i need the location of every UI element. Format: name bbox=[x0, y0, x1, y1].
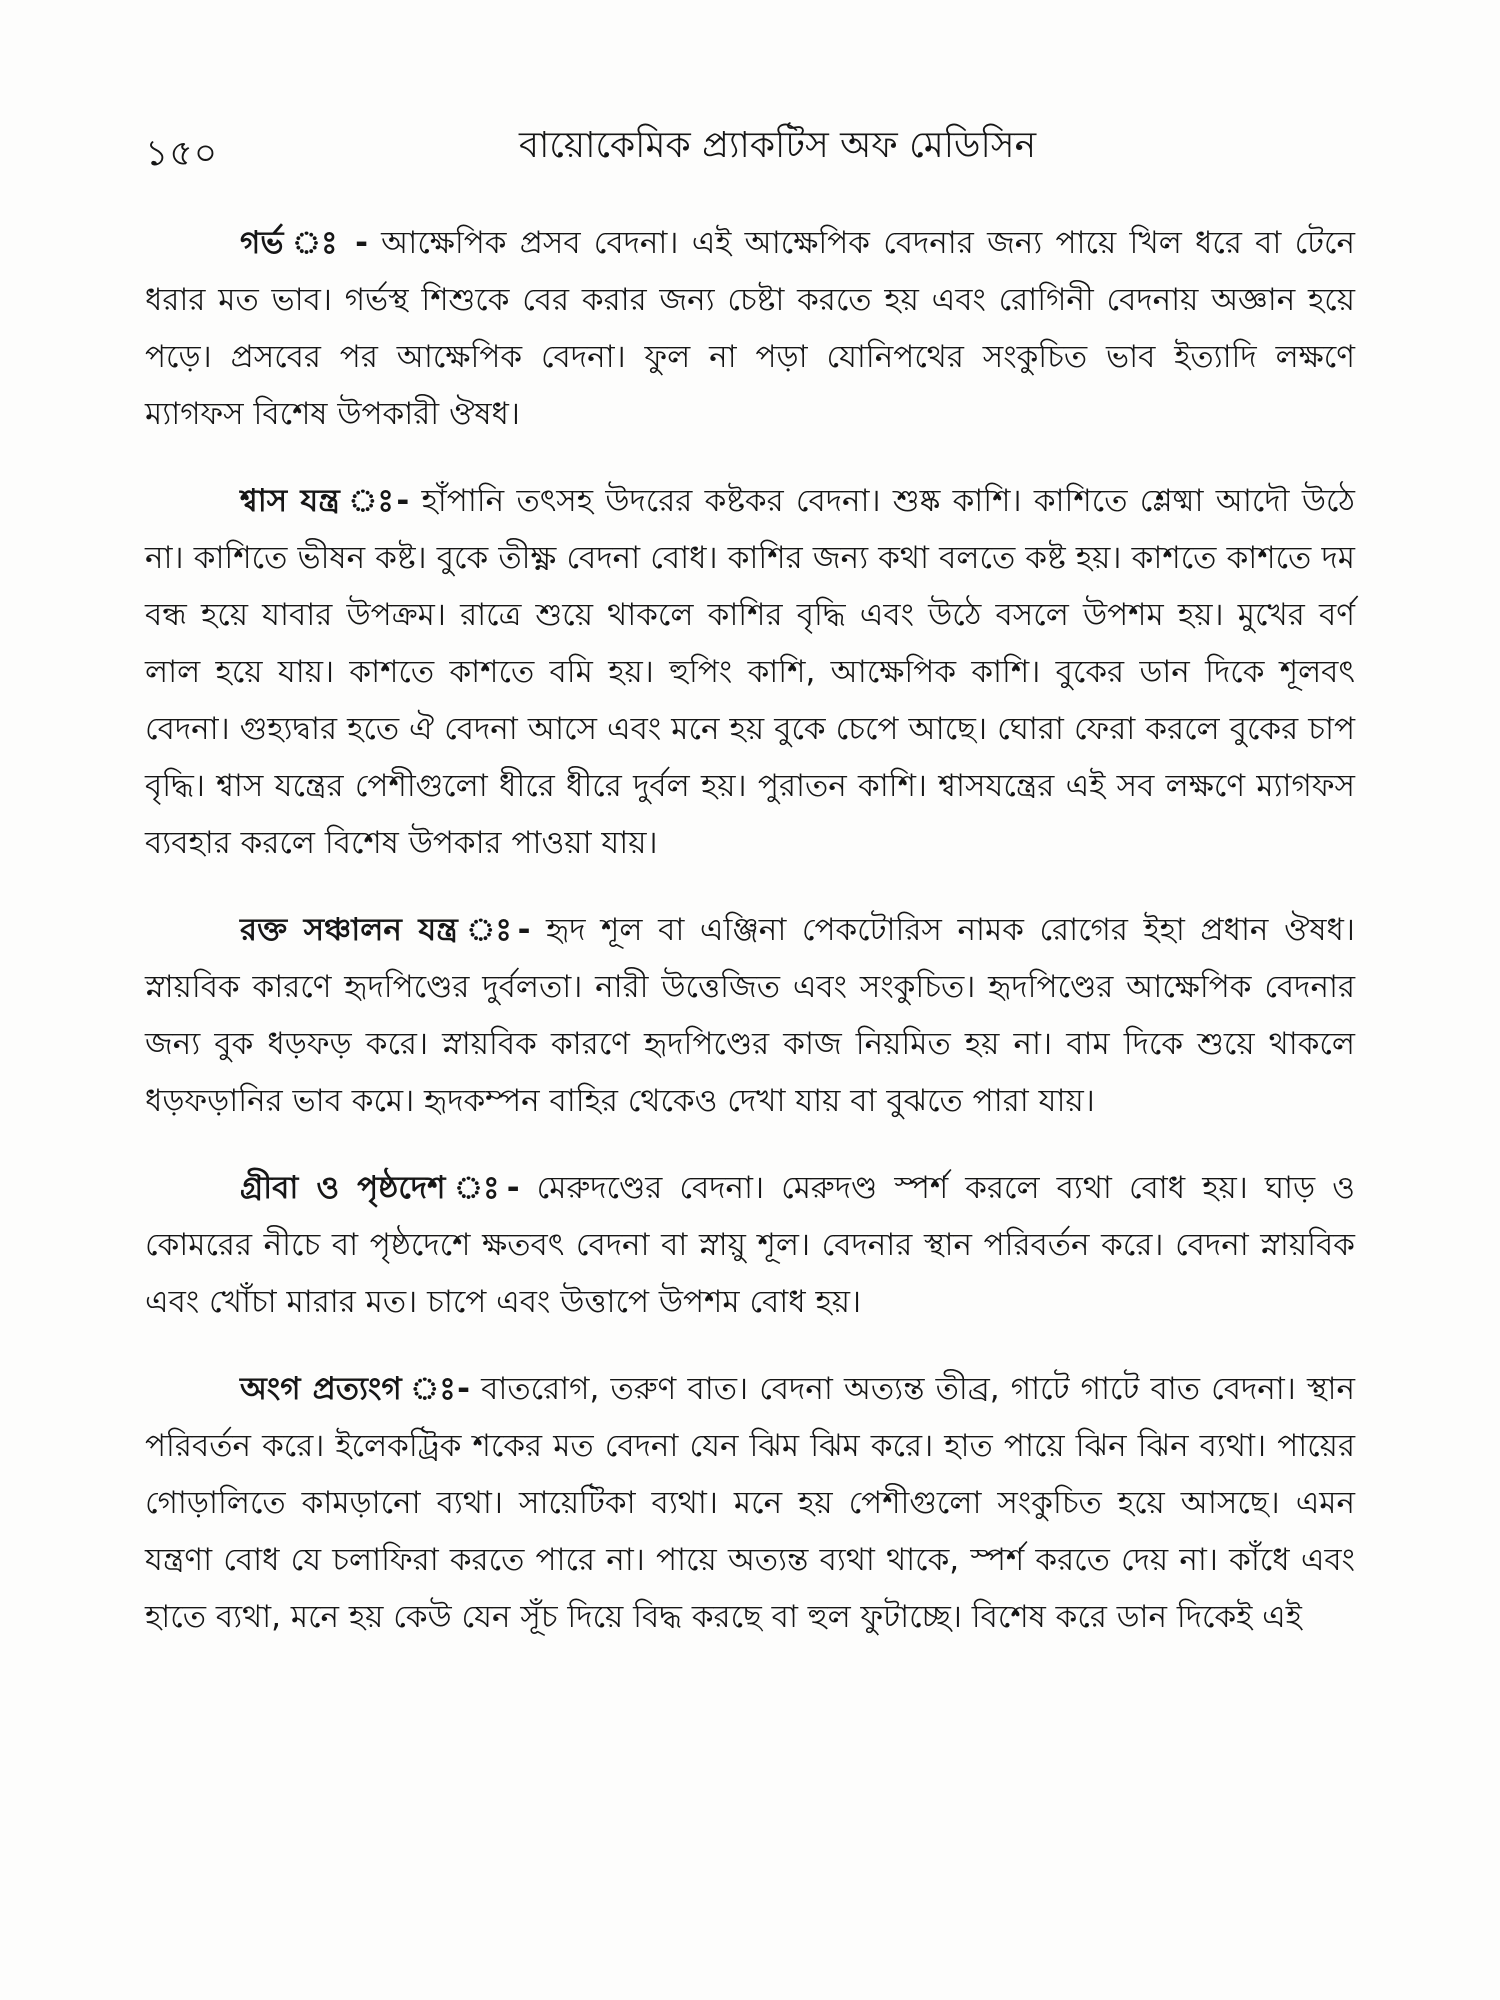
section-heading: গ্রীবা ও পৃষ্ঠদেশ ঃ- bbox=[240, 1170, 520, 1206]
section-body: হৃদ শূল বা এঞ্জিনা পেকটোরিস নামক রোগের ইহা প্রধান ঔষধ। স্নায়বিক কারণে হৃদপিণ্ডের দুর্বলতা। নারী উত্তেজিত এবং সংকুচিত। হৃদপিণ্ডের আক্ষেপিক বেদনার জন্য বুক ধড়ফড় করে। স্নায়বিক কারণে হৃদপিণ্ডের কাজ নিয়মিত হয় না। বাম দিকে শুয়ে থাকলে ধড়ফড়ানির ভাব কমে। হৃদকম্পন বাহির থেকেও দেখা যায় বা বুঝতে পারা যায়। bbox=[145, 912, 1355, 1119]
running-header bbox=[145, 118, 1350, 178]
section-body: বাতরোগ, তরুণ বাত। বেদনা অত্যন্ত তীব্র, গাটে গাটে বাত বেদনা। স্থান পরিবর্তন করে। ইলেকট্রিক শকের মত বেদনা যেন ঝিম ঝিম করে। হাত পায়ে ঝিন ঝিন ব্যথা। পায়ের গোড়ালিতে কামড়ানো ব্যথা। সায়েটিকা ব্যথা। মনে হয় পেশীগুলো সংকুচিত হয়ে আসছে। এমন যন্ত্রণা বোধ যে চলাফিরা করতে পারে না। পায়ে অত্যন্ত ব্যথা থাকে, স্পর্শ করতে দেয় না। কাঁধে এবং হাতে ব্যথা, মনে হয় কেউ যেন সূঁচ দিয়ে বিদ্ধ করছে বা হুল ফুটাচ্ছে। বিশেষ করে ডান দিকেই এই bbox=[145, 1371, 1355, 1635]
section-body: আক্ষেপিক প্রসব বেদনা। এই আক্ষেপিক বেদনার জন্য পায়ে খিল ধরে বা টেনে ধরার মত ভাব। গর্ভস্থ শিশুকে বের করার জন্য চেষ্টা করতে হয় এবং রোগিনী বেদনায় অজ্ঞান হয়ে পড়ে। প্রসবের পর আক্ষেপিক বেদনা। ফুল না পড়া যোনিপথের সংকুচিত ভাব ইত্যাদি লক্ষণে ম্যাগফস বিশেষ উপকারী ঔষধ। bbox=[145, 225, 1356, 432]
section-heading: গর্ভ ঃ - bbox=[240, 225, 368, 261]
section-limbs bbox=[145, 1361, 1355, 1646]
section-circulatory bbox=[145, 902, 1355, 1130]
section-heading: শ্বাস যন্ত্র ঃ- bbox=[240, 483, 410, 519]
section-body: মেরুদণ্ডের বেদনা। মেরুদণ্ড স্পর্শ করলে ব্যথা বোধ হয়। ঘাড় ও কোমরের নীচে বা পৃষ্ঠদেশে ক্ষতবৎ বেদনা বা স্নায়ু শূল। বেদনার স্থান পরিবর্তন করে। বেদনা স্নায়বিক এবং খোঁচা মারার মত। চাপে এবং উত্তাপে উপশম বোধ হয়। bbox=[145, 1170, 1355, 1320]
book-title: বায়োকেমিক প্র্যাকটিস অফ মেডিসিন bbox=[518, 125, 1037, 166]
page-number: ১৫০ bbox=[145, 133, 219, 174]
section-respiratory bbox=[145, 473, 1355, 872]
section-body: হাঁপানি তৎসহ উদরের কষ্টকর বেদনা। শুষ্ক কাশি। কাশিতে শ্লেষ্মা আদৌ উঠে না। কাশিতে ভীষন কষ্ট। বুকে তীক্ষ্ণ বেদনা বোধ। কাশির জন্য কথা বলতে কষ্ট হয়। কাশতে কাশতে দম বন্ধ হয়ে যাবার উপক্রম। রাত্রে শুয়ে থাকলে কাশির বৃদ্ধি এবং উঠে বসলে উপশম হয়। মুখের বর্ণ লাল হয়ে যায়। কাশতে কাশতে বমি হয়। হুপিং কাশি, আক্ষেপিক কাশি। বুকের ডান দিকে শূলবৎ বেদনা। গুহ্যদ্বার হতে ঐ বেদনা আসে এবং মনে হয় বুকে চেপে আছে। ঘোরা ফেরা করলে বুকের চাপ বৃদ্ধি। শ্বাস যন্ত্রের পেশীগুলো ধীরে ধীরে দুর্বল হয়। পুরাতন কাশি। শ্বাসযন্ত্রের এই সব লক্ষণে ম্যাগফস ব্যবহার করলে বিশেষ উপকার পাওয়া যায়। bbox=[145, 483, 1355, 861]
section-heading: অংগ প্রত্যংগ ঃ- bbox=[240, 1371, 470, 1407]
section-pregnancy bbox=[145, 215, 1355, 443]
body-text bbox=[145, 215, 1355, 1676]
section-heading: রক্ত সঞ্চালন যন্ত্র ঃ- bbox=[240, 912, 531, 948]
section-neck-back bbox=[145, 1160, 1355, 1331]
